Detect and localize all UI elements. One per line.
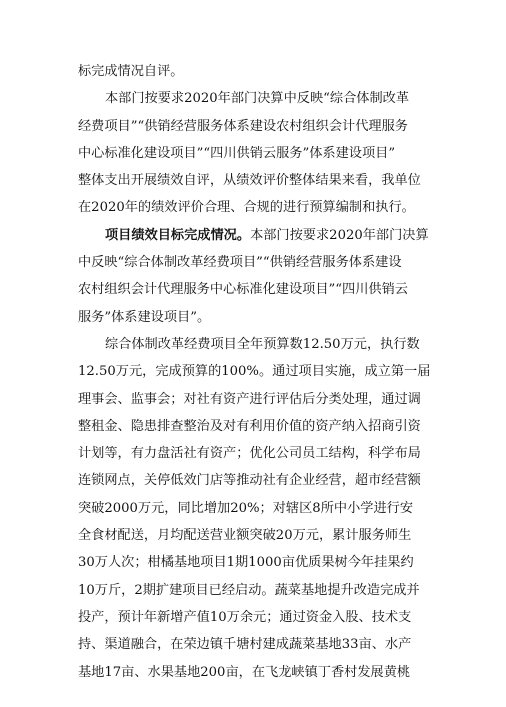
- text-line: 整租金、隐患排查整治及对有利用价值的资产纳入招商引资: [78, 418, 421, 434]
- text-line: 服务”体系建设项目”。: [78, 309, 211, 325]
- text-line: 12.50万元，完成预算的100%。通过项目实施，成立第一届: [78, 364, 431, 380]
- text-line: 投产，预计年新增产值10万余元；通过资金入股、技术支: [78, 609, 412, 625]
- document-body: [78, 58, 438, 686]
- text-line: 基地17亩、水果基地200亩，在飞龙峡镇丁香村发展黄桃: [78, 664, 411, 680]
- text-line: 中反映“综合体制改革经费项目”“供销经营服务体系建设: [78, 255, 402, 271]
- text-line: 持、渠道融合，在荣边镇千塘村建成蔬菜基地33亩、水产: [78, 637, 412, 653]
- section-heading-line: [78, 222, 438, 249]
- section-heading-rest: 本部门按要求2020年部门决算: [250, 227, 429, 243]
- text-line: 本部门按要求2020年部门决算中反映“综合体制改革: [105, 91, 410, 107]
- text-line: 突破2000万元，同比增加20%；对辖区8所中小学进行安: [78, 500, 414, 516]
- text-line: 农村组织会计代理服务中心标准化建设项目”“四川供销云: [78, 282, 408, 298]
- text-line: 连锁网点，关停低效门店等推动社有企业经营，超市经营额: [78, 473, 421, 489]
- text-line: 标完成情况自评。: [78, 64, 184, 79]
- text-line: 计划等，有力盘活社有资产；优化公司员工结构，科学布局: [78, 446, 421, 462]
- text-line: 经费项目”“供销经营服务体系建设农村组织会计代理服务: [78, 118, 408, 134]
- text-line: 30万人次；柑橘基地项目1期1000亩优质果树今年挂果约: [78, 555, 414, 571]
- section-heading: 项目绩效目标完成情况。: [105, 227, 251, 243]
- text-line: 整体支出开展绩效自评，从绩效评价整体结果来看，我单位: [78, 173, 421, 189]
- text-line: 全食材配送，月均配送营业额突破20万元，累计服务师生: [78, 528, 412, 544]
- text-line: 综合体制改革经费项目全年预算数12.50万元，执行数: [105, 336, 420, 352]
- text-line: 理事会、监事会；对社有资产进行评估后分类处理，通过调: [78, 391, 421, 407]
- text-line: 在2020年的绩效评价合理、合规的进行预算编制和执行。: [78, 200, 415, 216]
- text-line: 中心标准化建设项目”“四川供销云服务”体系建设项目”: [78, 145, 396, 161]
- text-line: 10万斤，2期扩建项目已经启动。蔬菜基地提升改造完成并: [78, 582, 420, 598]
